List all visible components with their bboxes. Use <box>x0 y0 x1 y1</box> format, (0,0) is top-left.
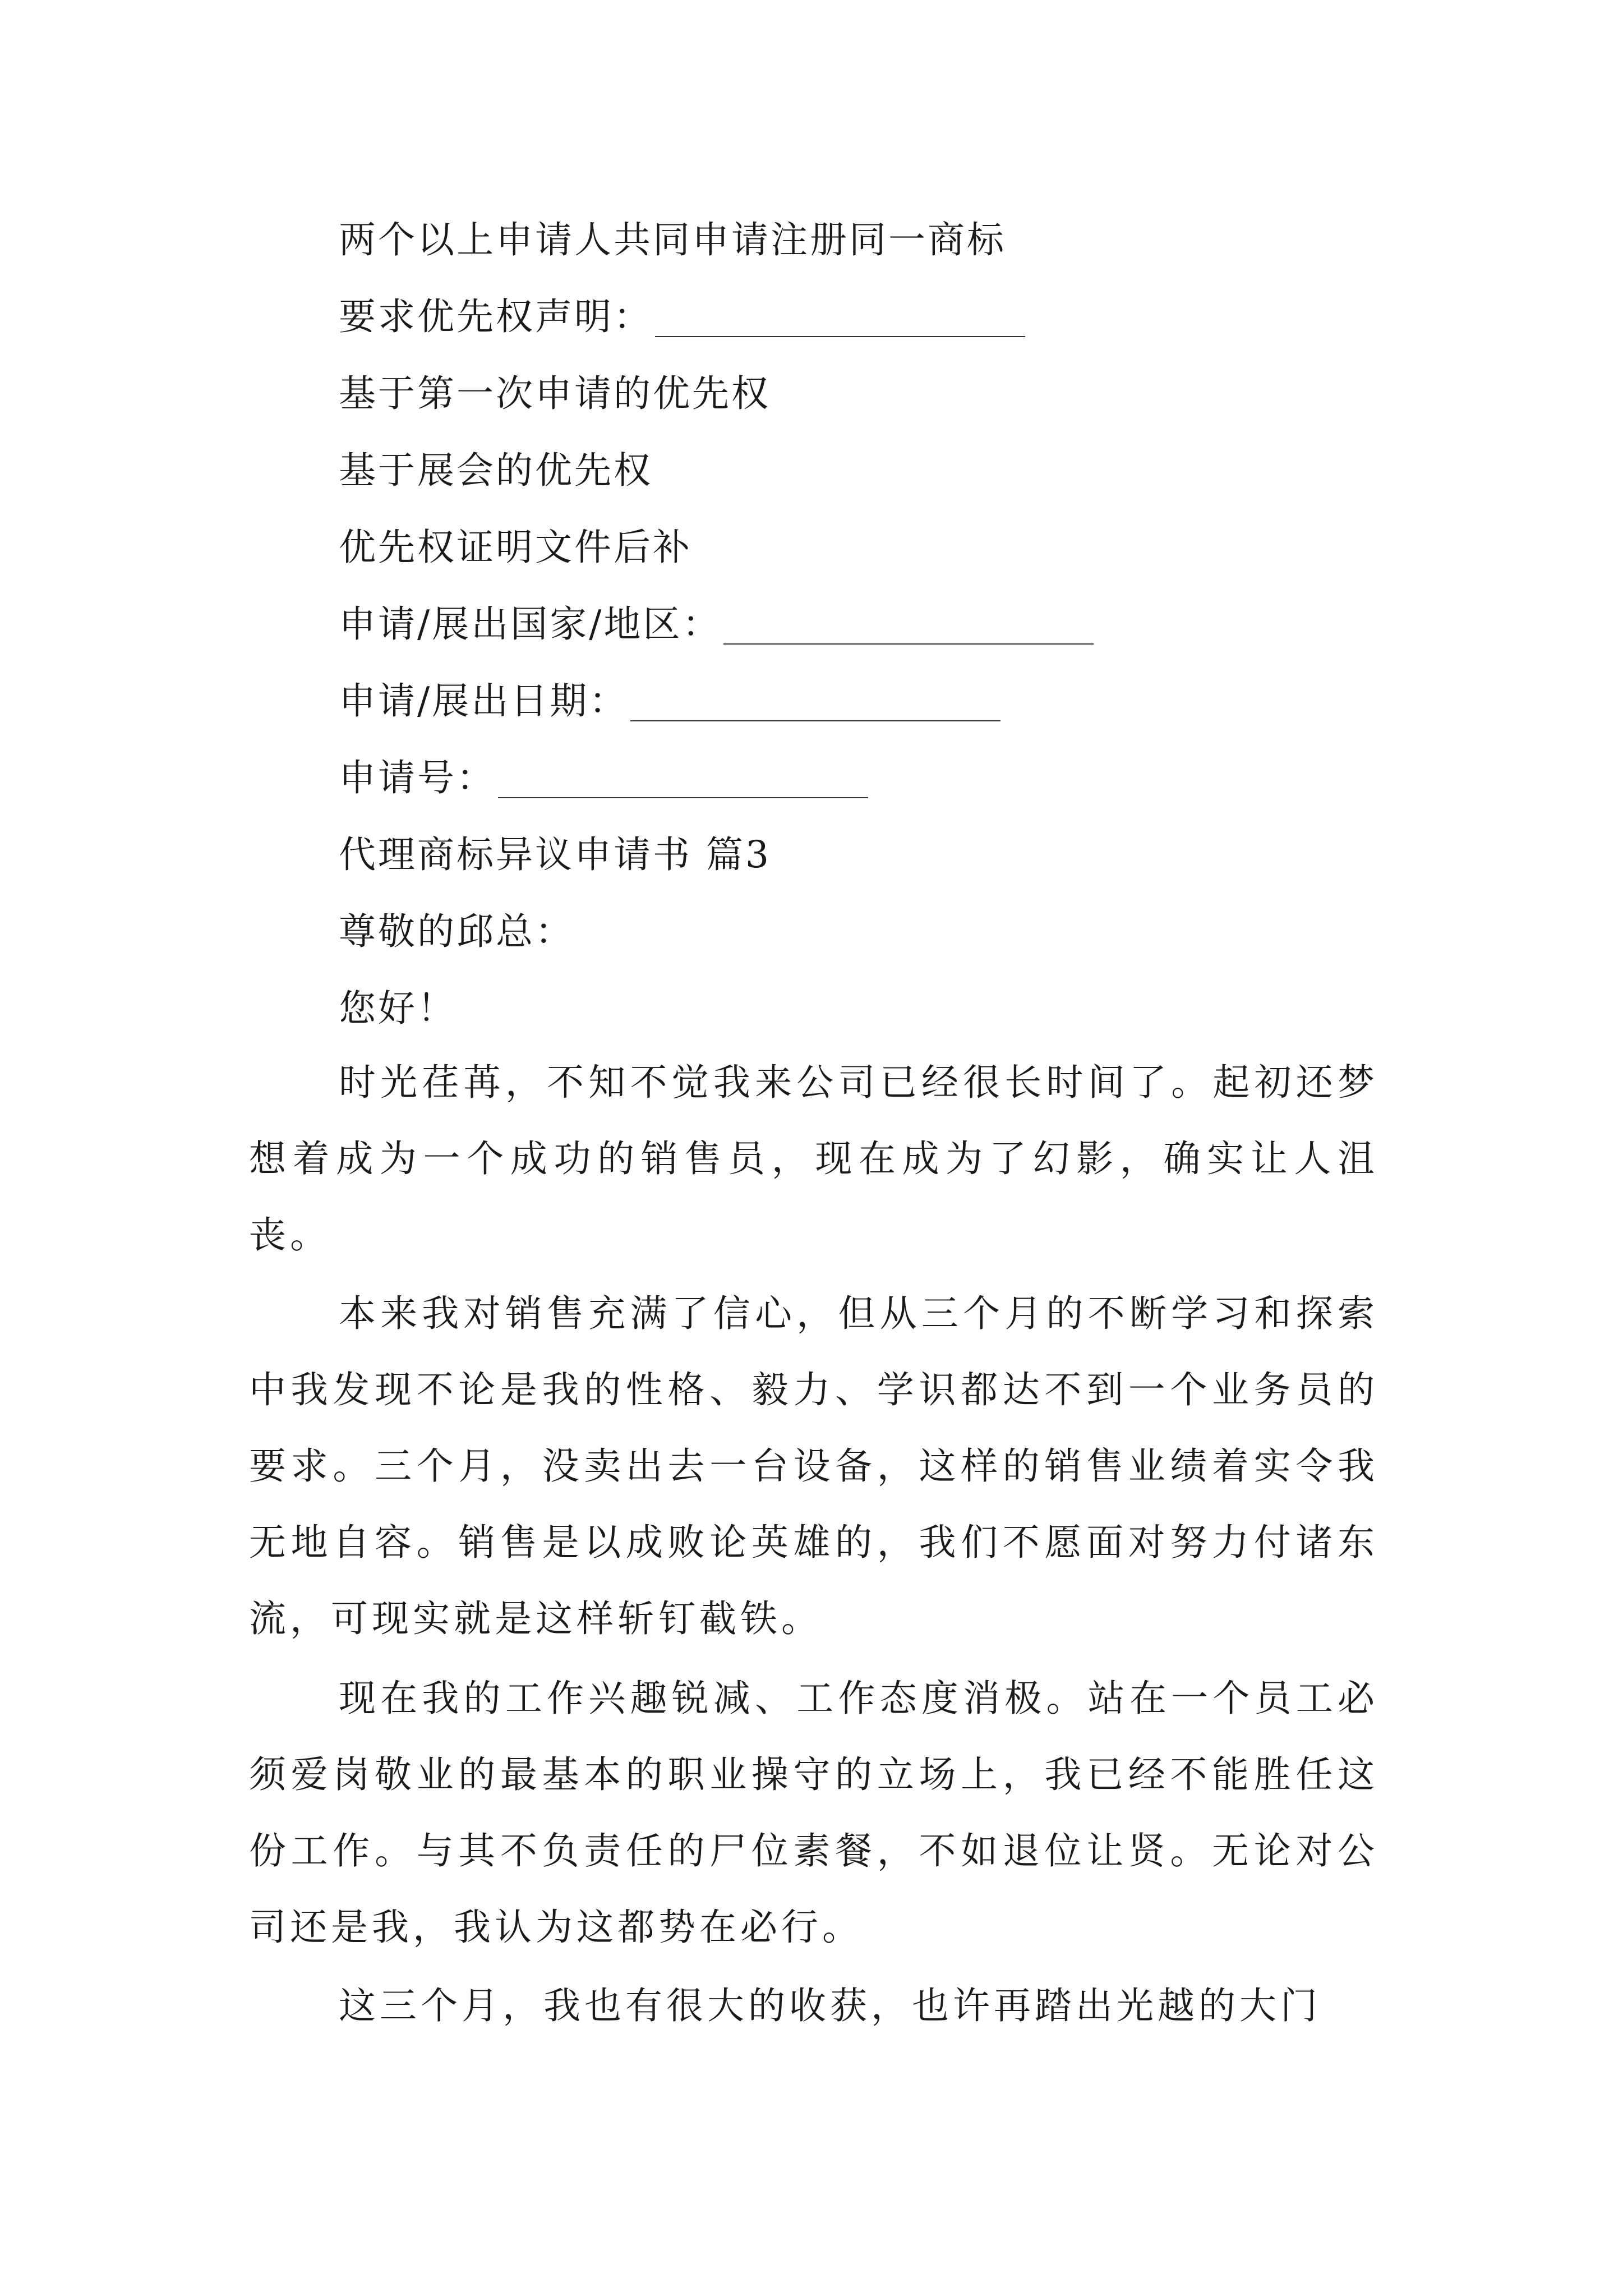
line-date <box>339 679 1000 724</box>
salutation: 尊敬的邱总： <box>339 910 574 953</box>
date-label: 申请/展出日期： <box>339 679 629 723</box>
application-no-label: 申请号： <box>339 756 496 799</box>
greeting: 您好！ <box>339 987 457 1030</box>
application-no-blank[interactable] <box>498 796 868 798</box>
priority-claim-blank[interactable] <box>655 335 1025 337</box>
country-region-blank[interactable] <box>723 642 1094 645</box>
paragraph-2: 本来我对销售充满了信心，但从三个月的不断学习和探索中我发现不论是我的性格、毅力、学识都达不到一个业务员的要求。三个月，没卖出去一台设备，这样的销售业绩着实令我无地自容。销售是以成败论英雄的，我们不愿面对努力付诸东流，可现实就是这样斩钉截铁。 <box>249 1292 1378 1640</box>
paragraph-1: 时光荏苒，不知不觉我来公司已经很长时间了。起初还梦想着成为一个成功的销售员，现在成为了幻影，确实让人沮丧。 <box>249 1061 1378 1257</box>
line-exhibition-priority: 基于展会的优先权 <box>339 449 653 492</box>
line-joint-application: 两个以上申请人共同申请注册同一商标 <box>339 218 1006 261</box>
section-title: 代理商标异议申请书 篇3 <box>339 833 771 876</box>
country-region-label: 申请/展出国家/地区： <box>339 602 722 646</box>
line-country-region <box>339 602 1094 647</box>
line-priority-claim <box>339 295 1025 339</box>
date-blank[interactable] <box>630 719 1000 721</box>
line-first-application-priority: 基于第一次申请的优先权 <box>339 372 771 415</box>
line-priority-docs-later: 优先权证明文件后补 <box>339 526 692 569</box>
line-application-no <box>339 756 868 800</box>
paragraph-3: 现在我的工作兴趣锐减、工作态度消极。站在一个员工必须爱岗敬业的最基本的职业操守的立场上，我已经不能胜任这份工作。与其不负责任的尸位素餐，不如退位让贤。无论对公司还是我，我认为这都势在必行。 <box>249 1677 1378 1949</box>
priority-claim-label: 要求优先权声明： <box>339 295 653 338</box>
paragraph-4: 这三个月，我也有很大的收获，也许再踏出光越的大门 <box>339 1984 1321 2027</box>
